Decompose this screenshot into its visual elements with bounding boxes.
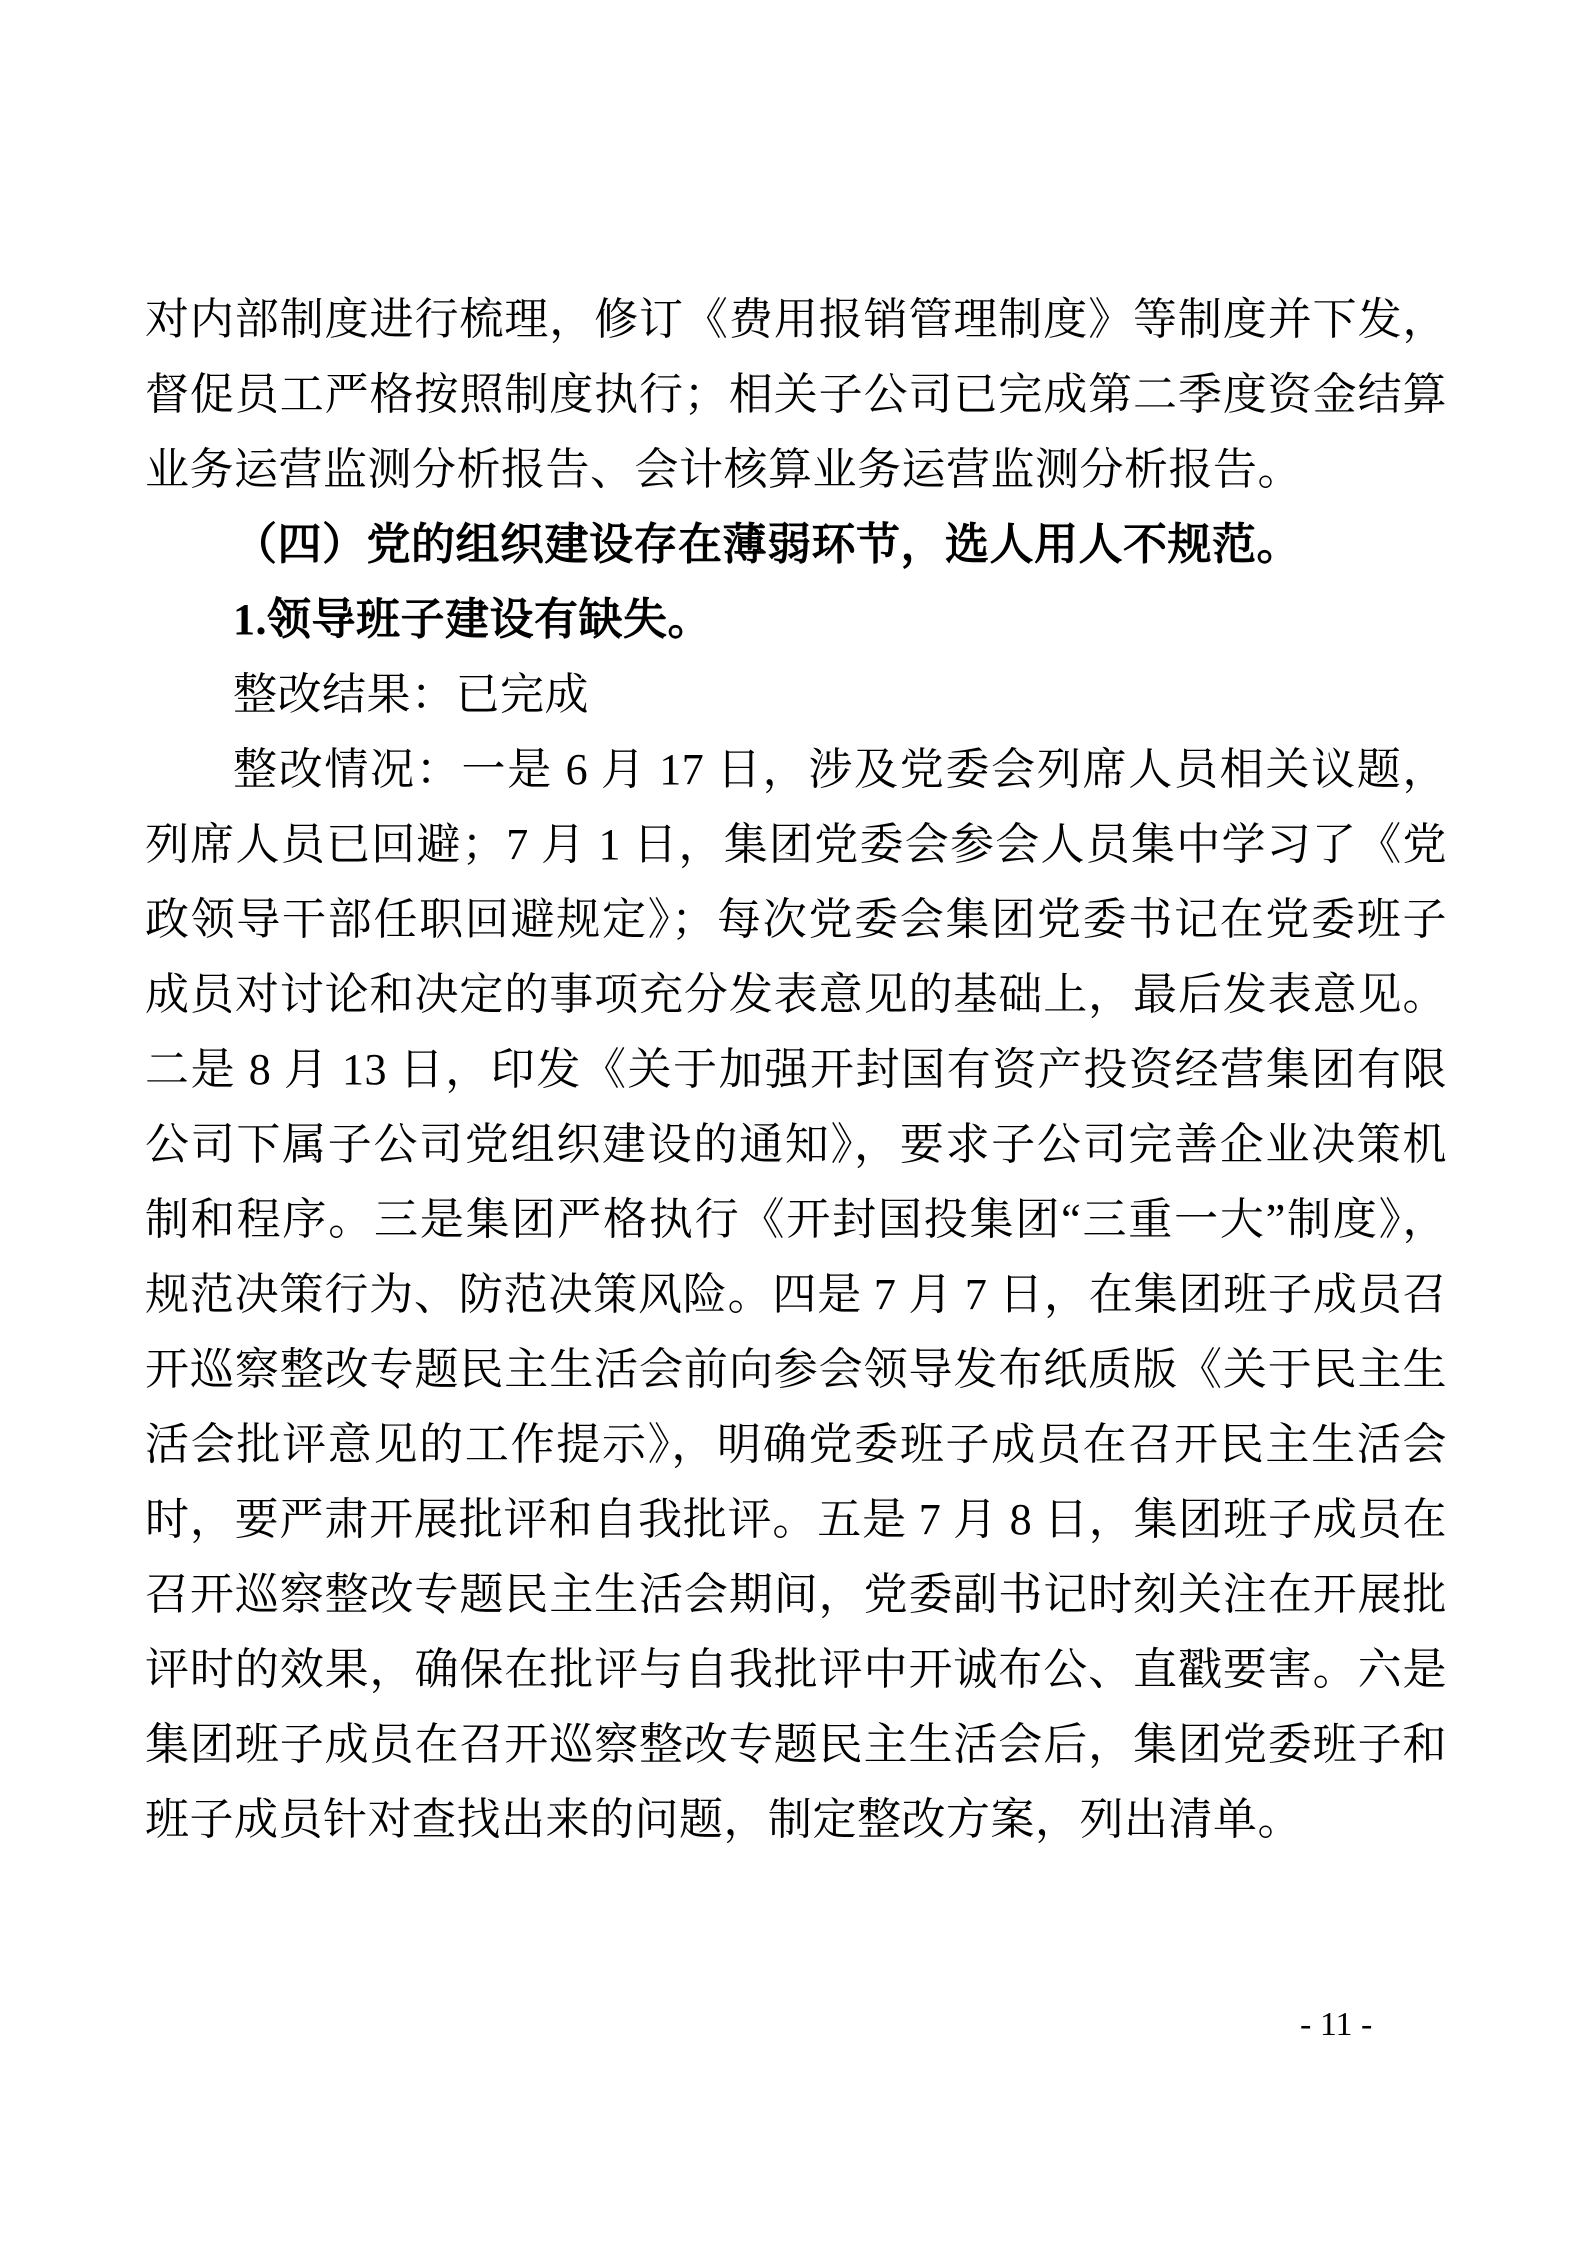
section-heading: （四）党的组织建设存在薄弱环节，选人用人不规范。 [233, 520, 1301, 569]
document-body [145, 282, 1447, 1857]
rectification-result-line: 整改结果：已完成 [233, 670, 589, 719]
paragraph-body-continuation: 对内部制度进行梳理，修订《费用报销管理制度》等制度并下发，督促员工严格按照制度执行；相关子公司已完成第二季度资金结算业务运营监测分析报告、会计核算业务运营监测分析报告。 [145, 295, 1447, 494]
page-number: - 11 - [1300, 2006, 1373, 2043]
rectification-detail-paragraph: 整改情况：一是 6 月 17 日，涉及党委会列席人员相关议题，列席人员已回避；7 月 1 日，集团党委会参会人员集中学习了《党政领导干部任职回避规定》；每次党委会集团党委书记在党委班子成员对讨论和决定的事项充分发表意见的基础上，最后发表意见。二是 8 月 13 日，印发《关于加强开封国有资产投资经营集团有限公司下属子公司党组织建设的通知》，要求子公司完善企业决策机制和程序。三是集团严格执行《开封国投集团“三重一大”制度》，规范决策行为、防范决策风险。四是 7 月 7 日，在集团班子成员召开巡察整改专题民主生活会前向参会领导发布纸质版《关于民主生活会批评意见的工作提示》，明确党委班子成员在召开民主生活会时，要严肃开展批评和自我批评。五是 7 月 8 日，集团班子成员在召开巡察整改专题民主生活会期间，党委副书记时刻关注在开展批评时的效果，确保在批评与自我批评中开诚布公、直戳要害。六是集团班子成员在召开巡察整改专题民主生活会后，集团党委班子和班子成员针对查找出来的问题，制定整改方案，列出清单。 [145, 745, 1447, 1844]
sub-heading: 1.领导班子建设有缺失。 [233, 595, 712, 644]
